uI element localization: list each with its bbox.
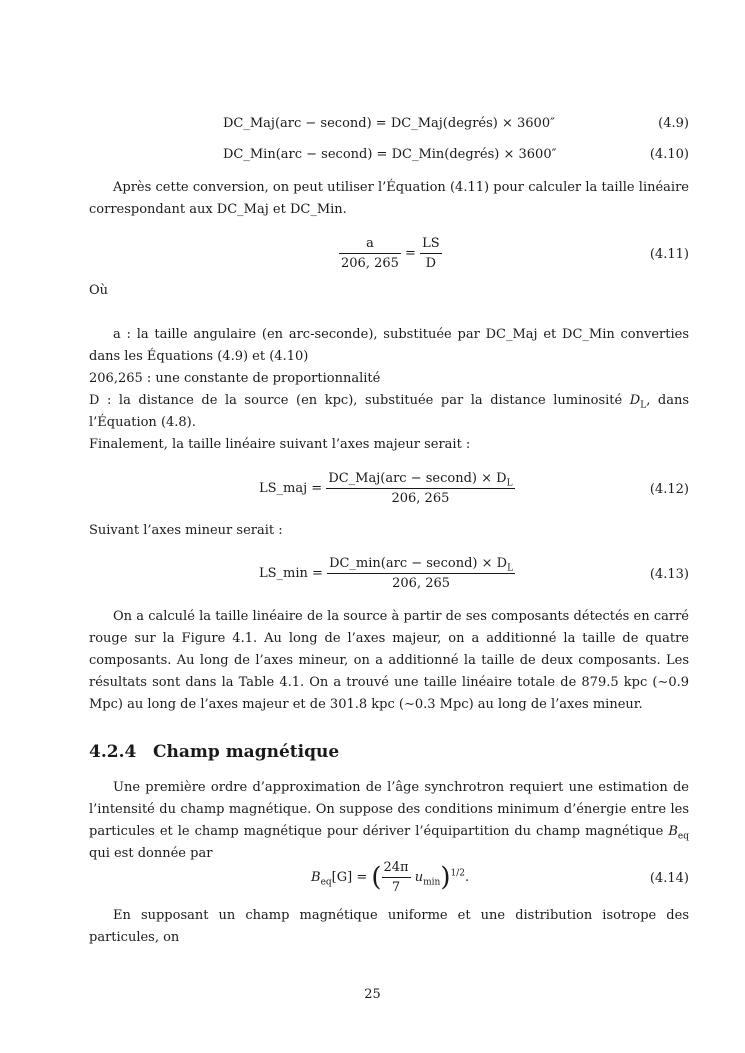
equation-4-14 bbox=[89, 858, 689, 900]
numerator: a bbox=[339, 234, 401, 254]
definition-a: a : la taille angulaire (en arc-seconde), substituée par DC_Maj et DC_Min converties dans les Équations (4.9) et (4.10) bbox=[89, 327, 689, 364]
equation-body bbox=[259, 469, 515, 508]
math-var: B bbox=[668, 824, 678, 839]
equation-body bbox=[311, 858, 469, 897]
label-ou: Où bbox=[89, 283, 109, 298]
equation-number: (4.13) bbox=[649, 567, 689, 582]
subscript: L bbox=[506, 478, 513, 489]
definition-constant: 206,265 : une constante de proportionnalité bbox=[89, 371, 381, 386]
definition-d bbox=[89, 390, 689, 434]
numerator-text: DC_min(arc − second) × D bbox=[329, 556, 508, 571]
math-subscript: eq bbox=[677, 831, 689, 842]
math-var: D bbox=[629, 393, 641, 408]
math-subscript: min bbox=[423, 877, 441, 888]
equation-number: (4.10) bbox=[649, 147, 689, 162]
paragraph: En supposant un champ magnétique uniforme et une distribution isotrope des particules, on bbox=[89, 908, 689, 945]
page-number: 25 bbox=[364, 987, 381, 1002]
denominator: 7 bbox=[391, 880, 401, 895]
text-run: D : la distance de la source (en kpc), substituée par la distance luminosité bbox=[89, 393, 630, 408]
fraction bbox=[327, 554, 515, 593]
numerator-text: DC_Maj(arc − second) × D bbox=[328, 471, 507, 486]
subscript: L bbox=[507, 563, 514, 574]
math-subscript: L bbox=[640, 400, 647, 411]
section-title: Champ magnétique bbox=[153, 742, 340, 762]
period: . bbox=[464, 870, 470, 885]
denominator: 206, 265 bbox=[341, 256, 399, 271]
equation-lhs: LS_min = bbox=[259, 566, 323, 581]
paragraph: Après cette conversion, on peut utiliser l’Équation (4.11) pour calculer la taille linéaire correspondant aux DC_Maj et DC_Min. bbox=[89, 180, 689, 217]
numerator: LS bbox=[420, 234, 442, 254]
fraction bbox=[339, 234, 401, 273]
fraction bbox=[382, 858, 411, 897]
section-number: 4.2.4 bbox=[89, 742, 137, 762]
text-run: Une première ordre d’approximation de l’âge synchrotron requiert une estimation de l’intensité du champ magnétique. On suppose des conditions minimum d’énergie entre les particules et le champ magnétique pour dériver l’équipartition du champ magnétique bbox=[89, 780, 689, 839]
equation-number: (4.9) bbox=[658, 116, 689, 131]
paragraph bbox=[89, 777, 689, 865]
equation-4-10 bbox=[89, 144, 689, 168]
equation-number: (4.11) bbox=[649, 247, 689, 262]
exponent: 1/2 bbox=[450, 868, 465, 879]
section-heading bbox=[89, 741, 339, 763]
finalement-line: Finalement, la taille linéaire suivant l’axes majeur serait : bbox=[89, 437, 471, 452]
equation-number: (4.12) bbox=[649, 482, 689, 497]
denominator: D bbox=[425, 256, 437, 271]
equation-body: DC_Min(arc − second) = DC_Min(degrés) × 3600″ bbox=[223, 147, 557, 162]
math-var: u bbox=[414, 870, 424, 885]
equation-body: DC_Maj(arc − second) = DC_Maj(degrés) × 3600″ bbox=[223, 116, 555, 131]
denominator: 206, 265 bbox=[392, 576, 451, 591]
equation-4-9 bbox=[89, 113, 689, 137]
text-run: qui est donnée par bbox=[89, 846, 213, 861]
denominator: 206, 265 bbox=[391, 491, 450, 506]
equation-body bbox=[339, 234, 442, 273]
math-subscript: eq bbox=[320, 877, 332, 888]
equation-4-12 bbox=[89, 469, 689, 511]
equation-body bbox=[259, 554, 515, 593]
unit-text: [G] = bbox=[331, 870, 368, 885]
left-paren: ( bbox=[371, 862, 382, 893]
equation-4-11 bbox=[89, 234, 689, 276]
numerator: 24π bbox=[382, 858, 411, 878]
equation-4-13 bbox=[89, 554, 689, 596]
math-var: B bbox=[311, 870, 321, 885]
numerator bbox=[326, 469, 514, 489]
text-run: , dans l’Équation (4.8). bbox=[89, 393, 689, 430]
equals-sign: = bbox=[405, 246, 416, 261]
equation-number: (4.14) bbox=[649, 871, 689, 886]
equation-lhs: LS_maj = bbox=[259, 481, 323, 496]
right-paren: ) bbox=[440, 862, 451, 893]
fraction bbox=[326, 469, 514, 508]
numerator bbox=[327, 554, 515, 574]
paragraph: On a calculé la taille linéaire de la source à partir de ses composants détectés en carré rouge sur la Figure 4.1. Au long de l’axes majeur, on a additionné la taille de quatre composants. Au long de l’axes mineur, on a additionné la taille de deux composants. Les résultats sont dans la Table 4.1. On a trouvé une taille linéaire totale de 879.5 kpc (∼0.9 Mpc) au long de l’axes majeur et de 301.8 kpc (∼0.3 Mpc) au long de l’axes mineur. bbox=[89, 609, 689, 712]
fraction bbox=[420, 234, 442, 273]
suivant-line: Suivant l’axes mineur serait : bbox=[89, 523, 283, 538]
